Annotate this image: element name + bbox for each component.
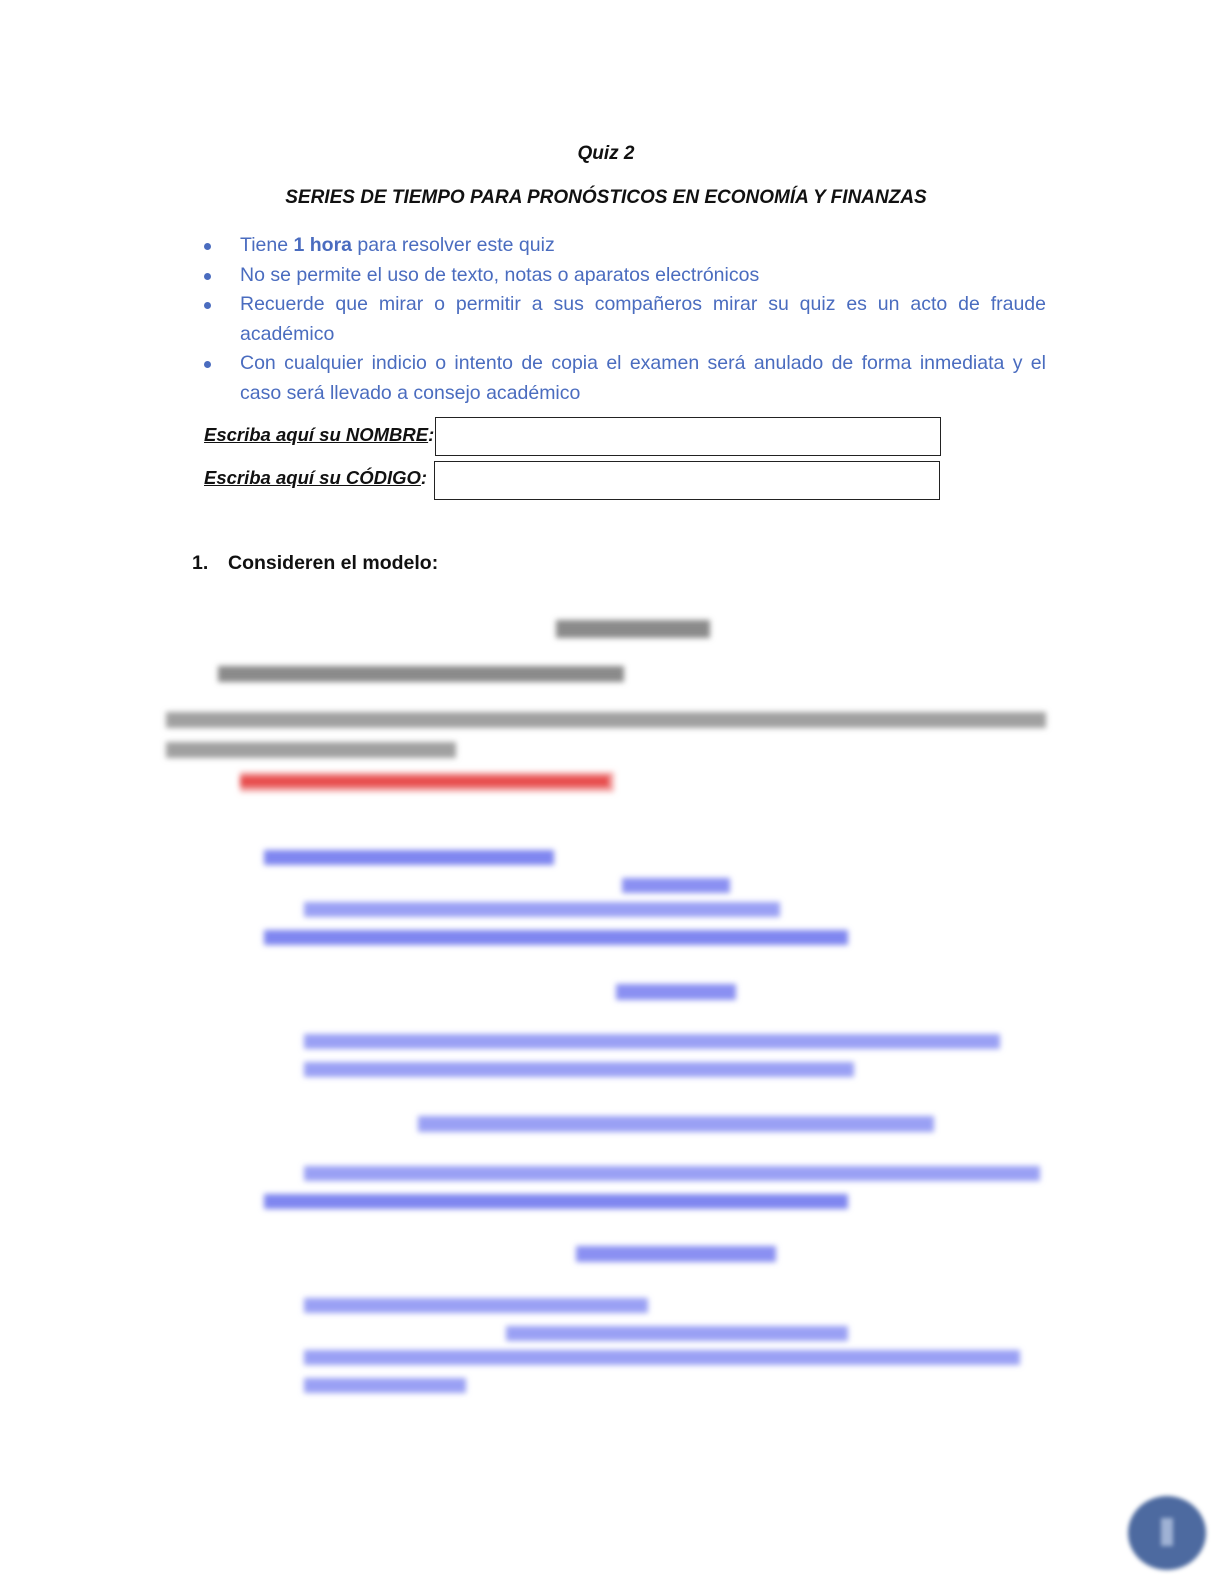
redacted-line bbox=[264, 850, 554, 865]
bullet-icon bbox=[204, 273, 211, 280]
question-text: Consideren el modelo: bbox=[228, 552, 439, 574]
bullet-icon bbox=[204, 243, 211, 250]
name-label: Escriba aquí su NOMBRE: bbox=[204, 424, 435, 445]
redacted-equation bbox=[506, 1326, 848, 1341]
bullet-icon bbox=[204, 361, 211, 368]
redacted-line bbox=[218, 666, 624, 682]
redacted-line bbox=[304, 1166, 1040, 1181]
redacted-line bbox=[264, 930, 848, 945]
instruction-item: Con cualquier indicio o intento de copia el examen será anulado de forma inmediata y el caso será llevado a consejo académico bbox=[196, 349, 1046, 408]
instruction-item: No se permite el uso de texto, notas o aparatos electrónicos bbox=[196, 261, 1046, 291]
redacted-equation bbox=[616, 984, 736, 1000]
question-number: 1. bbox=[192, 552, 209, 574]
redacted-equation bbox=[556, 620, 710, 638]
redacted-content bbox=[0, 600, 1224, 1420]
instruction-item: Recuerde que mirar o permitir a sus compañeros mirar su quiz es un acto de fraude académico bbox=[196, 290, 1046, 349]
redacted-line bbox=[304, 902, 780, 917]
redacted-line bbox=[240, 775, 610, 788]
name-field[interactable] bbox=[435, 417, 941, 456]
redacted-line bbox=[166, 712, 1046, 728]
redacted-equation bbox=[418, 1116, 934, 1132]
redacted-equation bbox=[576, 1246, 776, 1262]
page-number-badge bbox=[1128, 1496, 1206, 1570]
redacted-equation bbox=[622, 878, 730, 893]
redacted-line bbox=[166, 742, 456, 758]
redacted-line bbox=[304, 1298, 648, 1313]
redacted-line bbox=[304, 1378, 466, 1393]
bullet-icon bbox=[204, 302, 211, 309]
instructions-list bbox=[196, 231, 1046, 408]
redacted-line bbox=[264, 1194, 848, 1209]
redacted-line bbox=[304, 1350, 1020, 1365]
redacted-line bbox=[304, 1034, 1000, 1049]
redacted-line bbox=[304, 1062, 854, 1077]
instruction-item: Tiene 1 hora para resolver este quiz bbox=[196, 231, 1046, 261]
page-number-glyph bbox=[1161, 1518, 1173, 1546]
code-field[interactable] bbox=[434, 461, 940, 500]
quiz-title: Quiz 2 bbox=[577, 143, 635, 164]
course-title: SERIES DE TIEMPO PARA PRONÓSTICOS EN ECONOMÍA Y FINANZAS bbox=[285, 187, 927, 208]
code-label: Escriba aquí su CÓDIGO: bbox=[204, 467, 428, 488]
